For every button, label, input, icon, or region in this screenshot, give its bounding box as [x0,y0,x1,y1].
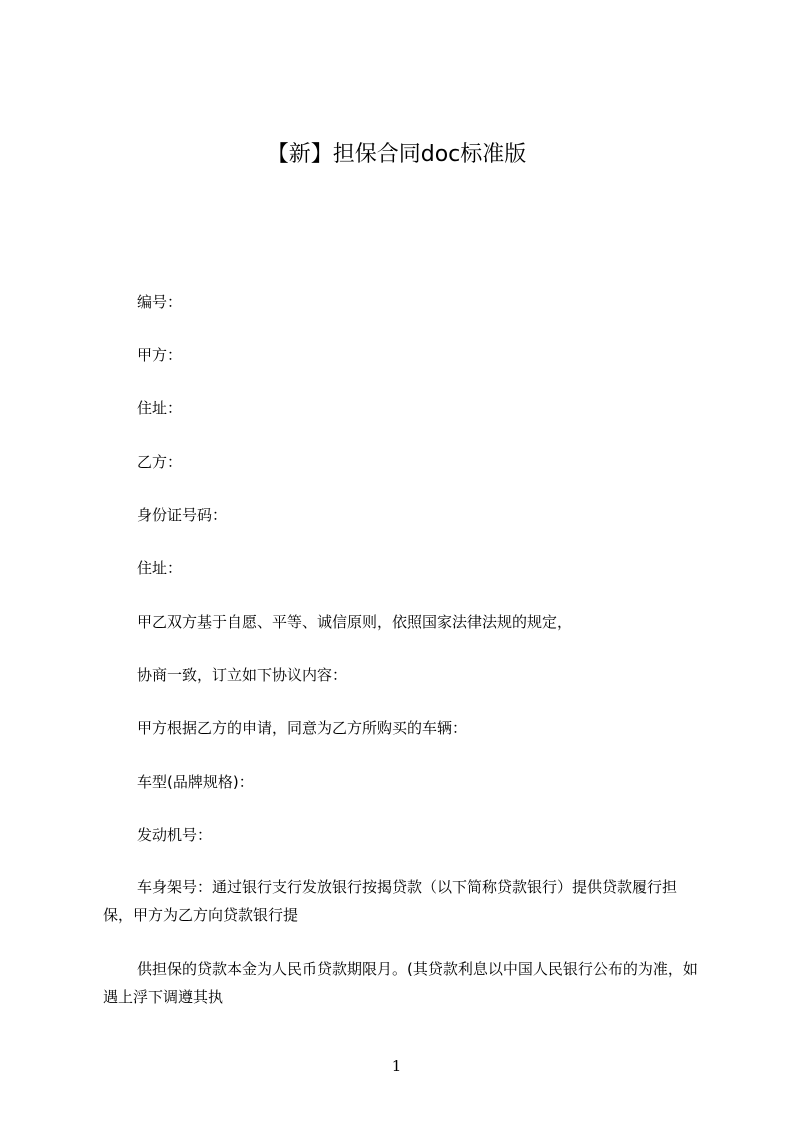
party-a-address-label: 住址： [137,399,183,417]
vehicle-model-label: 车型(品牌规格)： [137,773,254,791]
vehicle-request-statement: 甲方根据乙方的申请，同意为乙方所购买的车辆： [137,719,468,737]
party-a-label: 甲方： [137,346,183,364]
document-title: 【新】担保合同doc标准版 [266,142,527,167]
engine-number-label: 发动机号： [137,826,213,844]
party-b-address-label: 住址： [137,559,183,577]
party-b-label: 乙方： [137,453,183,471]
id-number-label: 身份证号码： [137,506,228,524]
loan-terms-paragraph: 供担保的贷款本金为人民币贷款期限月。(其贷款利息以中国人民银行公布的为准，如遇上浮下调遵其执 [103,960,698,1006]
serial-number-label: 编号： [137,293,183,311]
principle-statement: 甲乙双方基于自愿、平等、诚信原则，依照国家法律法规的规定， [137,613,573,631]
agreement-statement: 协商一致，订立如下协议内容： [137,666,348,684]
guarantee-paragraph: 车身架号：通过银行支行发放银行按揭贷款（以下简称贷款银行）提供贷款履行担保，甲方为乙方向贷款银行提 [103,878,678,924]
page-number: 1 [391,1057,402,1075]
